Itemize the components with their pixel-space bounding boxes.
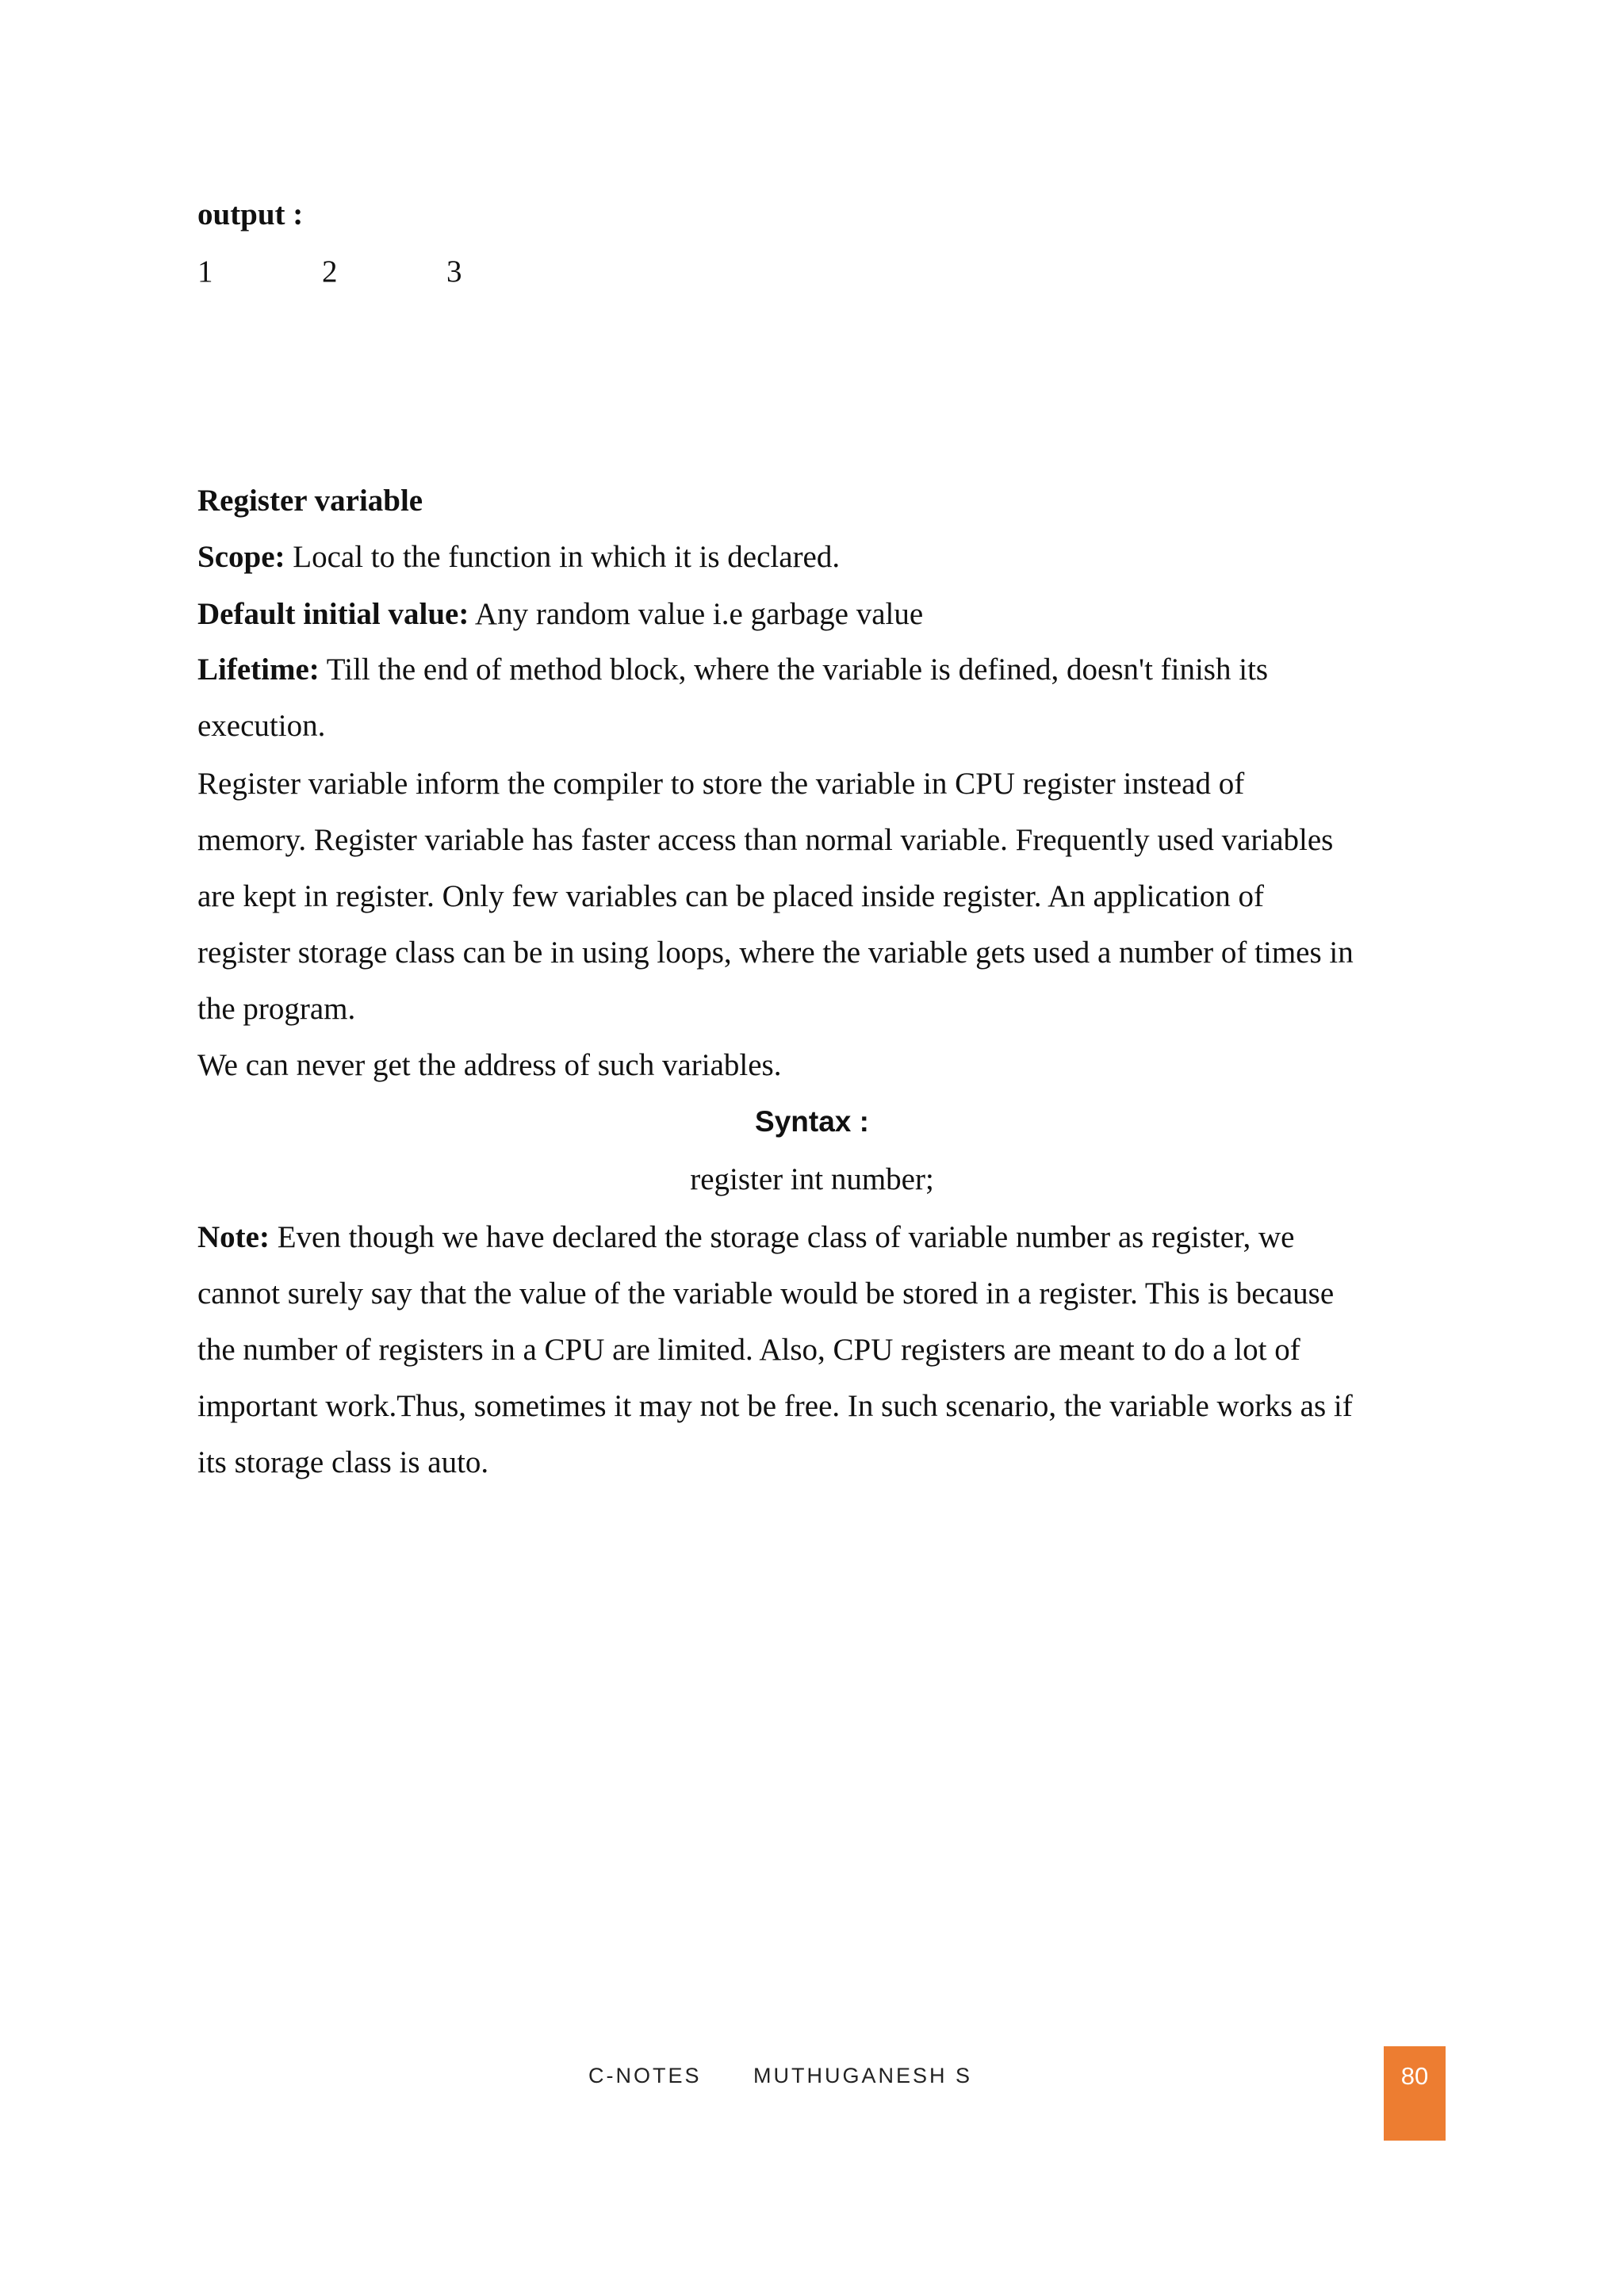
lifetime-line: [197, 652, 1268, 688]
note-text-line: the number of registers in a CPU are limited. Also, CPU registers are meant to do a lot of: [197, 1333, 1300, 1367]
scope-line: [197, 539, 840, 576]
syntax-code: register int number;: [690, 1162, 934, 1196]
note-text-line: cannot surely say that the value of the variable would be stored in a register. This is because: [197, 1276, 1335, 1311]
note-text-line: important work.Thus, sometimes it may not be free. In such scenario, the variable works as if: [197, 1389, 1353, 1423]
output-heading: output :: [197, 197, 304, 232]
output-values: [197, 254, 515, 290]
note-text: Even though we have declared the storage class of variable number as register, we: [269, 1220, 1295, 1254]
page-number-badge: [1384, 2046, 1446, 2141]
description-line: Register variable inform the compiler to store the variable in CPU register instead of: [197, 767, 1245, 801]
note-text-line: its storage class is auto.: [197, 1445, 489, 1479]
section-title: Register variable: [197, 484, 423, 518]
note-label: Note:: [197, 1220, 270, 1254]
default-value-label: Default initial value:: [197, 597, 469, 631]
footer-book-title: C-NOTES: [588, 2064, 702, 2087]
description-line: are kept in register. Only few variables can be placed inside register. An application of: [197, 879, 1265, 913]
default-value-text: Any random value i.e garbage value: [469, 597, 924, 631]
scope-label: Scope:: [197, 540, 285, 574]
lifetime-label: Lifetime:: [197, 652, 320, 687]
footer-author: MUTHUGANESH S: [753, 2064, 973, 2087]
scope-text: Local to the function in which it is declared.: [285, 540, 841, 574]
note-line: [197, 1219, 1294, 1256]
lifetime-text-continued: execution.: [197, 709, 326, 743]
default-value-line: [197, 596, 923, 633]
page-number: 80: [1400, 2062, 1429, 2090]
output-value: 2: [322, 254, 338, 289]
syntax-heading: Syntax :: [755, 1105, 869, 1138]
description-line: the program.: [197, 992, 356, 1026]
description-line: We can never get the address of such variables.: [197, 1048, 782, 1082]
output-value: 3: [446, 254, 462, 289]
description-line: memory. Register variable has faster access than normal variable. Frequently used variables: [197, 823, 1334, 857]
output-value: 1: [197, 254, 213, 289]
lifetime-text: Till the end of method block, where the variable is defined, doesn't finish its: [319, 652, 1269, 687]
description-line: register storage class can be in using loops, where the variable gets used a number of times in: [197, 936, 1354, 970]
